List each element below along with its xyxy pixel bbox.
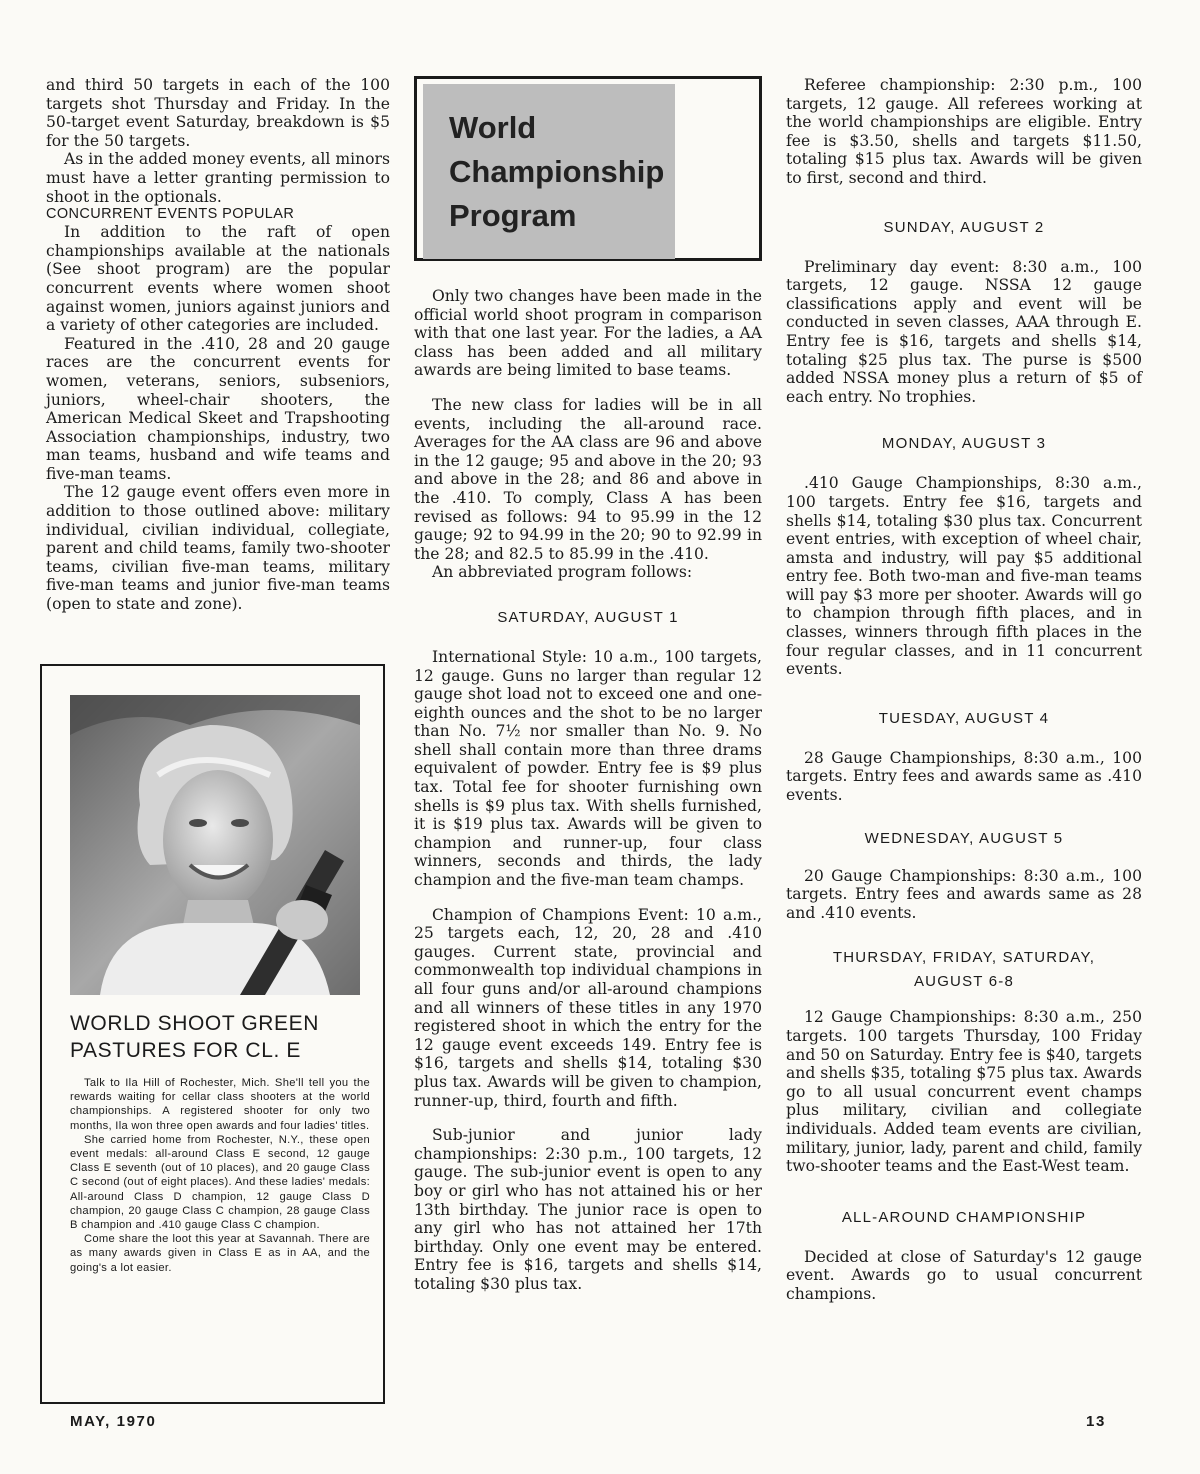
body-paragraph: An abbreviated program follows: — [432, 563, 693, 582]
title-line: Program — [449, 197, 577, 233]
body-paragraph: The 12 gauge event offers even more in addition to those outlined above: military individual, civilian individual, collegiate, parent and child teams, family two-shooter teams, civilian five-man teams, military five-man teams and junior five-man teams (open to state and zone). — [46, 483, 390, 614]
body-paragraph: Sub-junior and junior lady championships: 2:30 p.m., 100 targets, 12 gauge. The sub-junior event is open to any boy or girl who has not attained his or her 13th birthday. The junior race is open to any girl who has not attained her 17th birthday. Only one event may be entered. Entry fee is $16, targets and shells $14, totaling $30 plus tax. — [414, 1126, 762, 1293]
title-line: Championship — [449, 153, 665, 189]
body-paragraph: Preliminary day event: 8:30 a.m., 100 targets, 12 gauge. NSSA 12 gauge classifications apply and event will be conducted in seven classes, AAA through E. Entry fee is $16, targets and shells $14, totaling $25 plus tax. The purse is $500 added NSSA money plus a return of $5 of each entry. No trophies. — [786, 257, 1142, 406]
body-paragraph: Referee championship: 2:30 p.m., 100 targets, 12 gauge. All referees working at the world championships are eligible. Entry fee is $3.50, shells and targets $11.50, totaling $15 plus tax. Awards will be given to first, second and third. — [786, 76, 1142, 187]
column-1 — [46, 76, 390, 614]
caption-paragraph: She carried home from Rochester, N.Y., these open event medals: all-around Class E second, 12 gauge Class E seventh (out of 10 places), and 20 gauge Class C second (out of eight places). And these ladies' medals: All-around Class D champion, 12 gauge Class D champion, 20 gauge Class C champion, 28 gauge Class B champion and .410 gauge Class C champion. — [70, 1133, 370, 1232]
body-paragraph: International Style: 10 a.m., 100 targets, 12 gauge. Guns no larger than regular 12 gauge shot load not to exceed one and one-eighth ounces and the shot to be no larger than No. 7½ nor smaller than No. 9. No shell shall contain more than three drams equivalent of powder. Entry fee is $9 plus tax. Total fee for shooter furnishing own shells is $9 plus tax. With shells furnished, it is $19 plus tax. Awards will be given to champion and runner-up, four class winners, seconds and thirds, the lady champion and the five-man team champs. — [414, 647, 762, 890]
caption-paragraph: Talk to Ila Hill of Rochester, Mich. She'll tell you the rewards waiting for cellar class shooters at the world championships. A registered shooter for only two months, Ila won three open awards and four ladies' titles. — [70, 1077, 370, 1132]
subheading-concurrent-events: CONCURRENT EVENTS POPULAR — [46, 206, 295, 223]
body-paragraph: and third 50 targets in each of the 100 targets shot Thursday and Friday. In the 50-target event Saturday, breakdown is $5 for the 50 targets. — [46, 76, 390, 150]
body-paragraph: .410 Gauge Championships, 8:30 a.m., 100 targets. Entry fee $16, targets and shells $14, totaling $30 plus tax. Concurrent event entries, with exception of wheel chair, amsta and industry, will pay $5 additional entry fee. Both two-man and five-man teams will pay $3 more per shooter. Awards will go to champion through fifth places, and in classes, winners through fifth places in the four regular classes, and in 11 concurrent events. — [786, 474, 1142, 679]
column-3 — [786, 76, 1142, 1304]
section-heading-thursday-line2: AUGUST 6-8 — [913, 973, 1015, 991]
body-paragraph: Only two changes have been made in the official world shoot program in comparison with that one last year. For the ladies, a AA class has been added and all military awards are being limited to base teams. — [414, 287, 762, 380]
page-number: 13 — [1086, 1413, 1106, 1430]
column-2 — [414, 76, 762, 1294]
section-heading-thursday-line1: THURSDAY, FRIDAY, SATURDAY, — [832, 949, 1096, 967]
section-heading-all-around: ALL-AROUND CHAMPIONSHIP — [841, 1208, 1087, 1226]
footer-date: MAY, 1970 — [70, 1413, 157, 1430]
body-paragraph: As in the added money events, all minors must have a letter granting permission to shoot in the optionals. — [46, 150, 390, 206]
section-heading-monday: MONDAY, AUGUST 3 — [881, 435, 1047, 453]
photo-feature-box — [40, 664, 385, 1404]
body-paragraph: The new class for ladies will be in all events, including the all-around race. Averages for the AA class are 96 and above in the 12 gauge; 95 and above in the 20; 93 and above in the 28; and 86 and above in the .410. To comply, Class A has been revised as follows: 94 to 95.99 in the 12 gauge; 92 to 94.99 in the 20; 90 to 92.99 in the 28; and 82.5 to 85.99 in the .410. — [414, 395, 762, 563]
article-title — [449, 106, 664, 238]
body-paragraph: Champion of Champions Event: 10 a.m., 25 targets each, 12, 20, 28 and .410 gauges. Current state, provincial and commonwealth top individual champions in all four guns and/or all-around champions and all winners of these titles in any 1970 registered shoot in which the entry for the 12 gauge event exceeds 149. Entry fee is $16, targets and shells $14, totaling $30 plus tax. Awards will be given to champion, runner-up, third, fourth and fifth. — [414, 905, 762, 1110]
body-paragraph: 20 Gauge Championships: 8:30 a.m., 100 targets. Entry fees and awards same as 28 and .410 events. — [786, 866, 1142, 922]
title-line: World — [449, 109, 537, 145]
body-paragraph: In addition to the raft of open championships available at the nationals (See shoot program) are the popular concurrent events where women shoot against women, juniors against juniors and a variety of other categories are included. — [46, 223, 390, 335]
section-heading-wednesday: WEDNESDAY, AUGUST 5 — [864, 829, 1064, 847]
title-box — [414, 76, 762, 261]
title-panel — [423, 84, 675, 259]
photo-box-heading: WORLD SHOOT GREEN PASTURES FOR CL. E — [70, 1012, 320, 1062]
photo-woman-with-shotgun — [70, 695, 360, 995]
body-paragraph: Featured in the .410, 28 and 20 gauge races are the concurrent events for women, veterans, seniors, subseniors, juniors, wheel-chair shooters, the American Medical Skeet and Trapshooting Association championships, industry, two man teams, husband and wife teams and five-man teams. — [46, 334, 390, 483]
section-heading-sunday: SUNDAY, AUGUST 2 — [883, 218, 1045, 236]
section-heading-tuesday: TUESDAY, AUGUST 4 — [878, 709, 1050, 727]
caption-paragraph: Come share the loot this year at Savannah. There are as many awards given in Class E as in AA, and the going's a lot easier. — [70, 1233, 370, 1274]
section-heading-saturday: SATURDAY, AUGUST 1 — [497, 608, 679, 626]
body-paragraph: 12 Gauge Championships: 8:30 a.m., 250 targets. 100 targets Thursday, 100 Friday and 50 on Saturday. Entry fee is $40, targets and shells $35, totaling $75 plus tax. Awards go to all usual concurrent event champs plus military, civilian and collegiate individuals. Added team events are civilian, military, junior, lady, parent and child, family two-shooter teams and the East-West team. — [786, 1008, 1142, 1176]
photo-illustration — [70, 695, 360, 995]
photo-caption — [70, 1010, 370, 1275]
body-paragraph: 28 Gauge Championships, 8:30 a.m., 100 targets. Entry fees and awards same as .410 events. — [786, 748, 1142, 805]
body-paragraph: Decided at close of Saturday's 12 gauge event. Awards go to usual concurrent champions. — [786, 1247, 1142, 1303]
